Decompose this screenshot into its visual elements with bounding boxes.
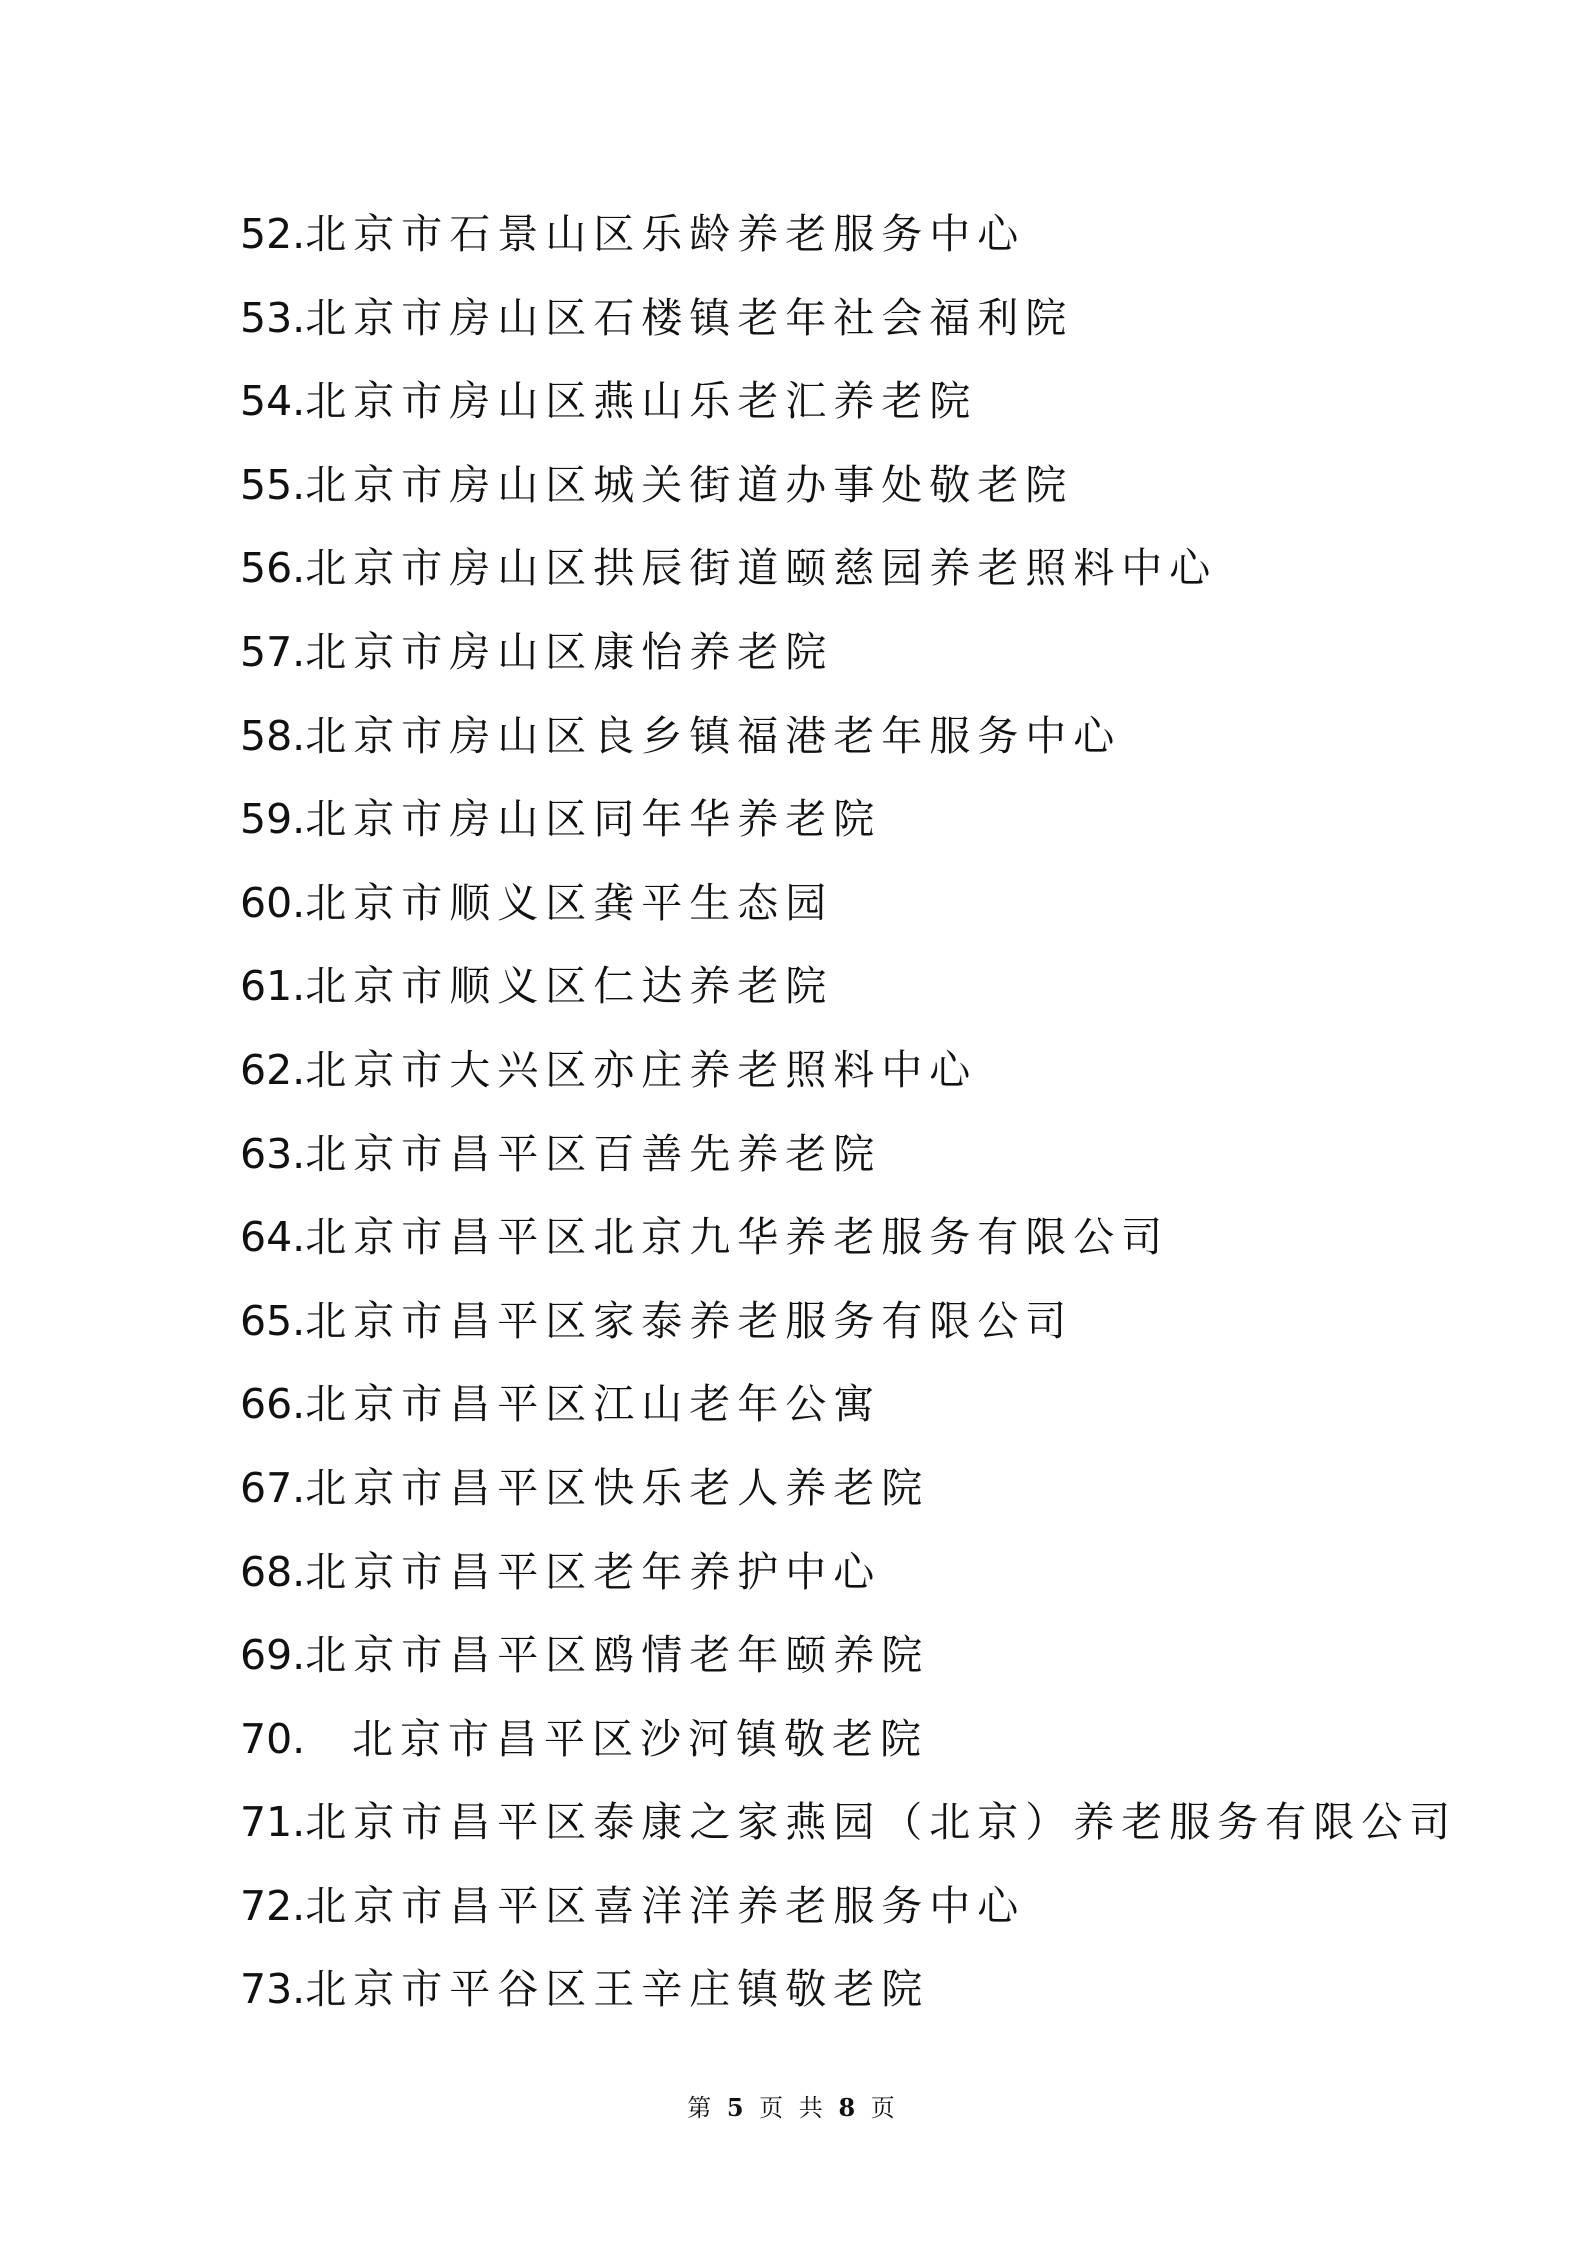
item-text: 北京市昌平区泰康之家燕园（北京）养老服务有限公司: [305, 1798, 1458, 1847]
item-number: 65.: [240, 1296, 306, 1345]
item-text: 北京市昌平区家泰养老服务有限公司: [305, 1296, 1074, 1345]
item-text: 北京市昌平区江山老年公寓: [305, 1380, 882, 1429]
list-item: [240, 284, 1440, 368]
item-text: 北京市房山区同年华养老院: [305, 795, 882, 844]
item-number: 57.: [240, 627, 306, 676]
item-text: 北京市昌平区快乐老人养老院: [305, 1463, 930, 1512]
item-number: 54.: [240, 377, 306, 426]
item-number: 59.: [240, 795, 306, 844]
list-item: [240, 1955, 1440, 2039]
item-number: 62.: [240, 1045, 306, 1094]
item-number: 60.: [240, 878, 306, 927]
item-number: 71.: [240, 1798, 306, 1847]
item-number: 53.: [240, 293, 306, 342]
list-item: [240, 1538, 1440, 1622]
item-text: 北京市房山区康怡养老院: [305, 627, 834, 676]
list-item: [240, 618, 1440, 702]
item-text: 北京市顺义区仁达养老院: [305, 962, 834, 1011]
list-item: [240, 367, 1440, 451]
list-item: [240, 952, 1440, 1036]
item-number: 72.: [240, 1881, 306, 1930]
footer-middle: 页 共: [759, 2094, 827, 2122]
page-footer: [0, 2088, 1586, 2123]
item-text: 北京市昌平区鸥情老年颐养院: [305, 1631, 930, 1680]
item-text: 北京市昌平区百善先养老院: [305, 1129, 882, 1178]
list-item: [240, 534, 1440, 618]
item-text: 北京市顺义区龚平生态园: [305, 878, 834, 927]
list-item: [240, 1203, 1440, 1287]
institution-list: [240, 200, 1458, 2039]
list-item: [240, 869, 1440, 953]
item-number: 58.: [240, 711, 306, 760]
item-number: 52.: [240, 210, 306, 258]
list-item: [240, 200, 1440, 284]
item-text: 北京市房山区城关街道办事处敬老院: [305, 460, 1074, 509]
current-page-number: 5: [726, 2093, 748, 2122]
item-text: 北京市房山区拱辰街道颐慈园养老照料中心: [305, 544, 1218, 593]
item-number: 67.: [240, 1463, 306, 1512]
item-text: 北京市昌平区喜洋洋养老服务中心: [305, 1881, 1026, 1930]
item-text: 北京市昌平区老年养护中心: [305, 1547, 882, 1596]
total-pages-number: 8: [838, 2093, 860, 2122]
item-number: 69.: [240, 1631, 306, 1680]
list-item: [240, 1287, 1440, 1371]
list-item: [240, 702, 1440, 786]
item-number: 73.: [240, 1965, 306, 2014]
list-item: [240, 1370, 1440, 1454]
list-item: [240, 1788, 1458, 1872]
item-number: 68.: [240, 1547, 306, 1596]
list-item: [240, 1036, 1440, 1120]
item-number: 56.: [240, 544, 306, 593]
list-item: [240, 1621, 1440, 1705]
list-item: [240, 451, 1440, 535]
item-text: 北京市房山区石楼镇老年社会福利院: [305, 293, 1074, 342]
item-number: 63.: [240, 1129, 306, 1178]
item-text: 北京市大兴区亦庄养老照料中心: [305, 1045, 978, 1094]
item-text: 北京市房山区良乡镇福港老年服务中心: [305, 711, 1122, 760]
item-text: 北京市石景山区乐龄养老服务中心: [305, 210, 1026, 258]
list-item: [240, 1705, 1440, 1789]
list-item: [240, 1120, 1440, 1204]
item-number: 61.: [240, 962, 306, 1011]
item-number: 55.: [240, 460, 306, 509]
item-text: 北京市房山区燕山乐老汇养老院: [305, 377, 978, 426]
list-item: [240, 785, 1440, 869]
item-number: 70.: [240, 1714, 306, 1763]
list-item: [240, 1454, 1440, 1538]
item-number: 64.: [240, 1213, 306, 1262]
item-text: 北京市昌平区北京九华养老服务有限公司: [305, 1213, 1170, 1262]
item-number: 66.: [240, 1380, 306, 1429]
list-item: [240, 1872, 1440, 1956]
item-text: 北京市平谷区王辛庄镇敬老院: [305, 1965, 930, 2014]
item-text: 北京市昌平区沙河镇敬老院: [352, 1714, 928, 1763]
footer-prefix: 第: [687, 2094, 716, 2122]
footer-suffix: 页: [870, 2094, 899, 2122]
